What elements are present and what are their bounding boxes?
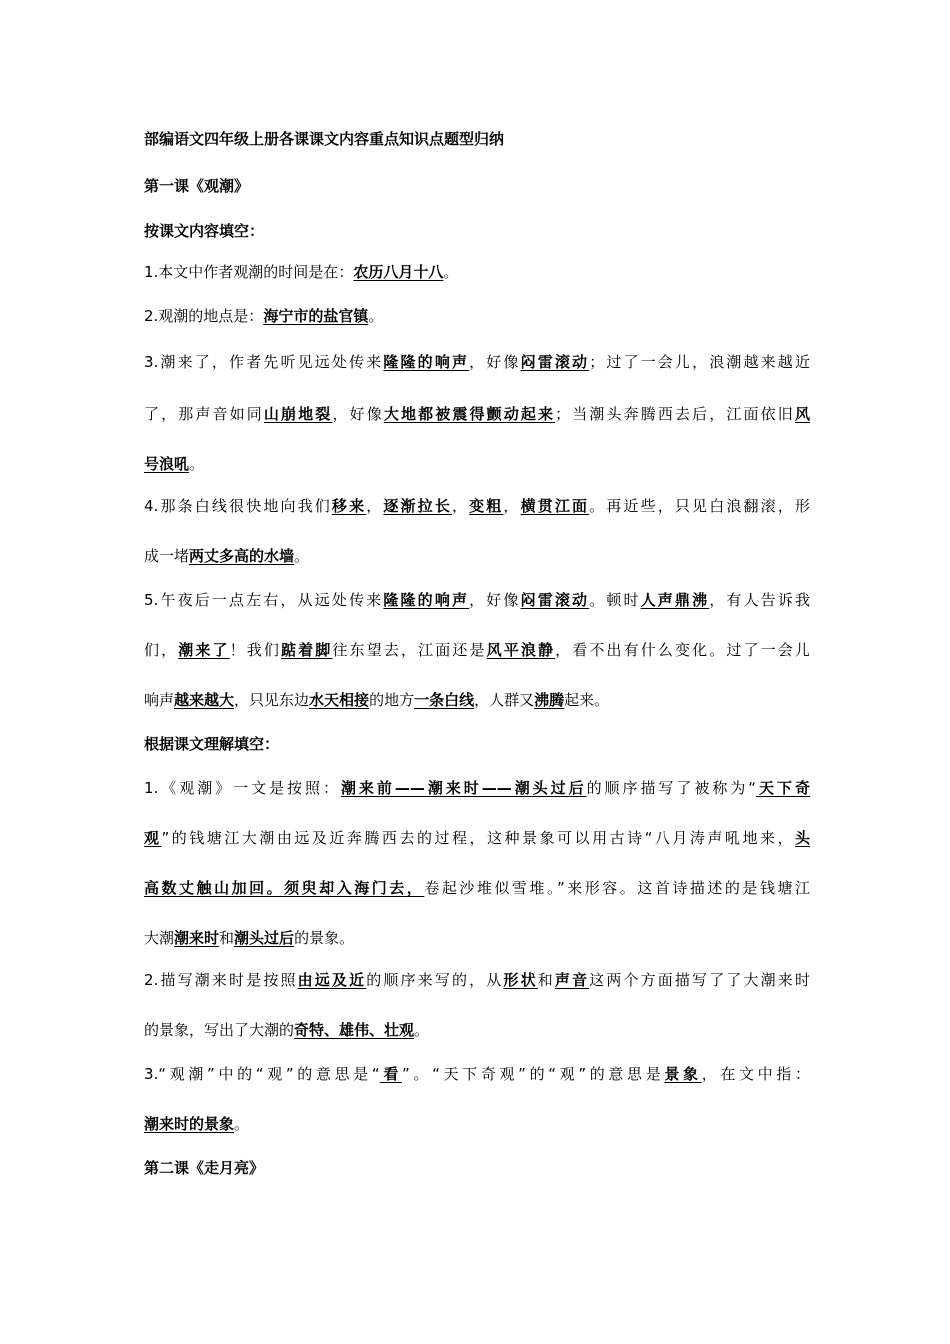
answer: 由远及近 (297, 971, 367, 989)
answer: 两丈多高的水墙 (189, 547, 295, 565)
answer: 沸腾 (534, 691, 565, 709)
comprehension-3-line-2: 潮来时的景象。 (144, 1115, 250, 1133)
question-3-line-3: 号浪吼。 (144, 455, 205, 473)
answer: 横贯江面 (520, 497, 590, 515)
answer: 高数丈触山加回。须臾却入海门去， (144, 879, 425, 897)
question-2: 2.观潮的地点是：海宁市的盐官镇。 (144, 307, 384, 325)
comprehension-2-line-2: 的景象，写出了大潮的奇特、雄伟、壮观。 (144, 1021, 430, 1039)
question-3-line-1: 3.潮来了，作者先听见远处传来隆隆的响声，好像闷雷滚动；过了一会儿，浪潮越来越近 (144, 353, 810, 371)
answer: 水天相接 (309, 691, 370, 709)
answer: 山崩地裂 (263, 405, 333, 423)
question-4-line-1: 4.那条白线很快地向我们移来，逐渐拉长，变粗，横贯江面。再近些，只见白浪翻滚，形 (144, 497, 810, 515)
comprehension-1-line-3: 高数丈触山加回。须臾却入海门去，卷起沙堆似雪堆。”来形容。这首诗描述的是钱塘江 (144, 879, 810, 897)
section2-heading: 根据课文理解填空： (144, 735, 280, 753)
answer: 天下奇 (756, 779, 810, 797)
answer: 潮来前——潮来时——潮头过后 (340, 779, 587, 797)
answer: 潮来时的景象 (144, 1115, 235, 1133)
answer: 号浪吼 (144, 455, 190, 473)
answer: 潮头过后 (234, 929, 295, 947)
doc-title: 部编语文四年级上册各课课文内容重点知识点题型归纳 (144, 130, 505, 148)
comprehension-3-line-1: 3.“观潮”中的“观”的意思是“看”。“天下奇观”的“观”的意思是景象，在文中指： (144, 1065, 810, 1083)
answer: 海宁市的盐官镇 (263, 307, 369, 325)
answer: 闷雷滚动 (520, 353, 590, 371)
question-5-line-2: 们，潮来了！我们踮着脚往东望去，江面还是风平浪静，看不出有什么变化。过了一会儿 (144, 641, 810, 659)
answer: 潮来了 (178, 641, 230, 659)
lesson1-title: 第一课《观潮》 (144, 177, 250, 195)
answer: 声音 (554, 971, 590, 989)
answer: 隆隆的响声 (383, 591, 470, 609)
question-3-line-2: 了，那声音如同山崩地裂，好像大地都被震得颤动起来；当潮头奔腾西去后，江面依旧风 (144, 405, 810, 423)
answer: 闷雷滚动 (520, 591, 590, 609)
answer: 越来越大 (174, 691, 235, 709)
answer: 人声鼎沸 (640, 591, 710, 609)
answer: 农历八月十八 (353, 263, 444, 281)
answer: 一条白线 (414, 691, 475, 709)
answer: 变粗 (469, 497, 504, 515)
question-5-line-1: 5.午夜后一点左右，从远处传来隆隆的响声，好像闷雷滚动。顿时人声鼎沸，有人告诉我 (144, 591, 810, 609)
answer: 移来 (331, 497, 367, 515)
comprehension-1-line-1: 1.《观潮》一文是按照：潮来前——潮来时——潮头过后的顺序描写了被称为“天下奇 (144, 779, 810, 797)
answer: 形状 (503, 971, 538, 989)
answer: 大地都被震得颤动起来 (383, 405, 556, 423)
section1-heading: 按课文内容填空： (144, 222, 265, 240)
comprehension-1-line-2: 观”的钱塘江大潮由远及近奔腾西去的过程，这种景象可以用古诗“八月涛声吼地来，头 (144, 829, 810, 847)
answer: 风平浪静 (486, 641, 556, 659)
answer: 看 (379, 1065, 403, 1083)
answer: 头 (794, 829, 810, 847)
answer: 风 (794, 405, 810, 423)
comprehension-2-line-1: 2.描写潮来时是按照由远及近的顺序来写的，从形状和声音这两个方面描写了了大潮来时 (144, 971, 810, 989)
comprehension-1-line-4: 大潮潮来时和潮头过后的景象。 (144, 929, 355, 947)
answer: 逐渐拉长 (383, 497, 452, 515)
answer: 踮着脚 (281, 641, 333, 659)
answer: 隆隆的响声 (383, 353, 470, 371)
question-4-line-2: 成一堵两丈多高的水墙。 (144, 547, 310, 565)
lesson2-title: 第二课《走月亮》 (144, 1159, 265, 1177)
question-5-line-3: 响声越来越大，只见东边水天相接的地方一条白线，人群又沸腾起来。 (144, 691, 610, 709)
answer: 景象 (664, 1065, 702, 1083)
answer: 潮来时 (174, 929, 220, 947)
answer: 观 (144, 829, 162, 847)
question-1: 1.本文中作者观潮的时间是在：农历八月十八。 (144, 263, 459, 281)
answer: 奇特、雄伟、壮观 (294, 1021, 415, 1039)
